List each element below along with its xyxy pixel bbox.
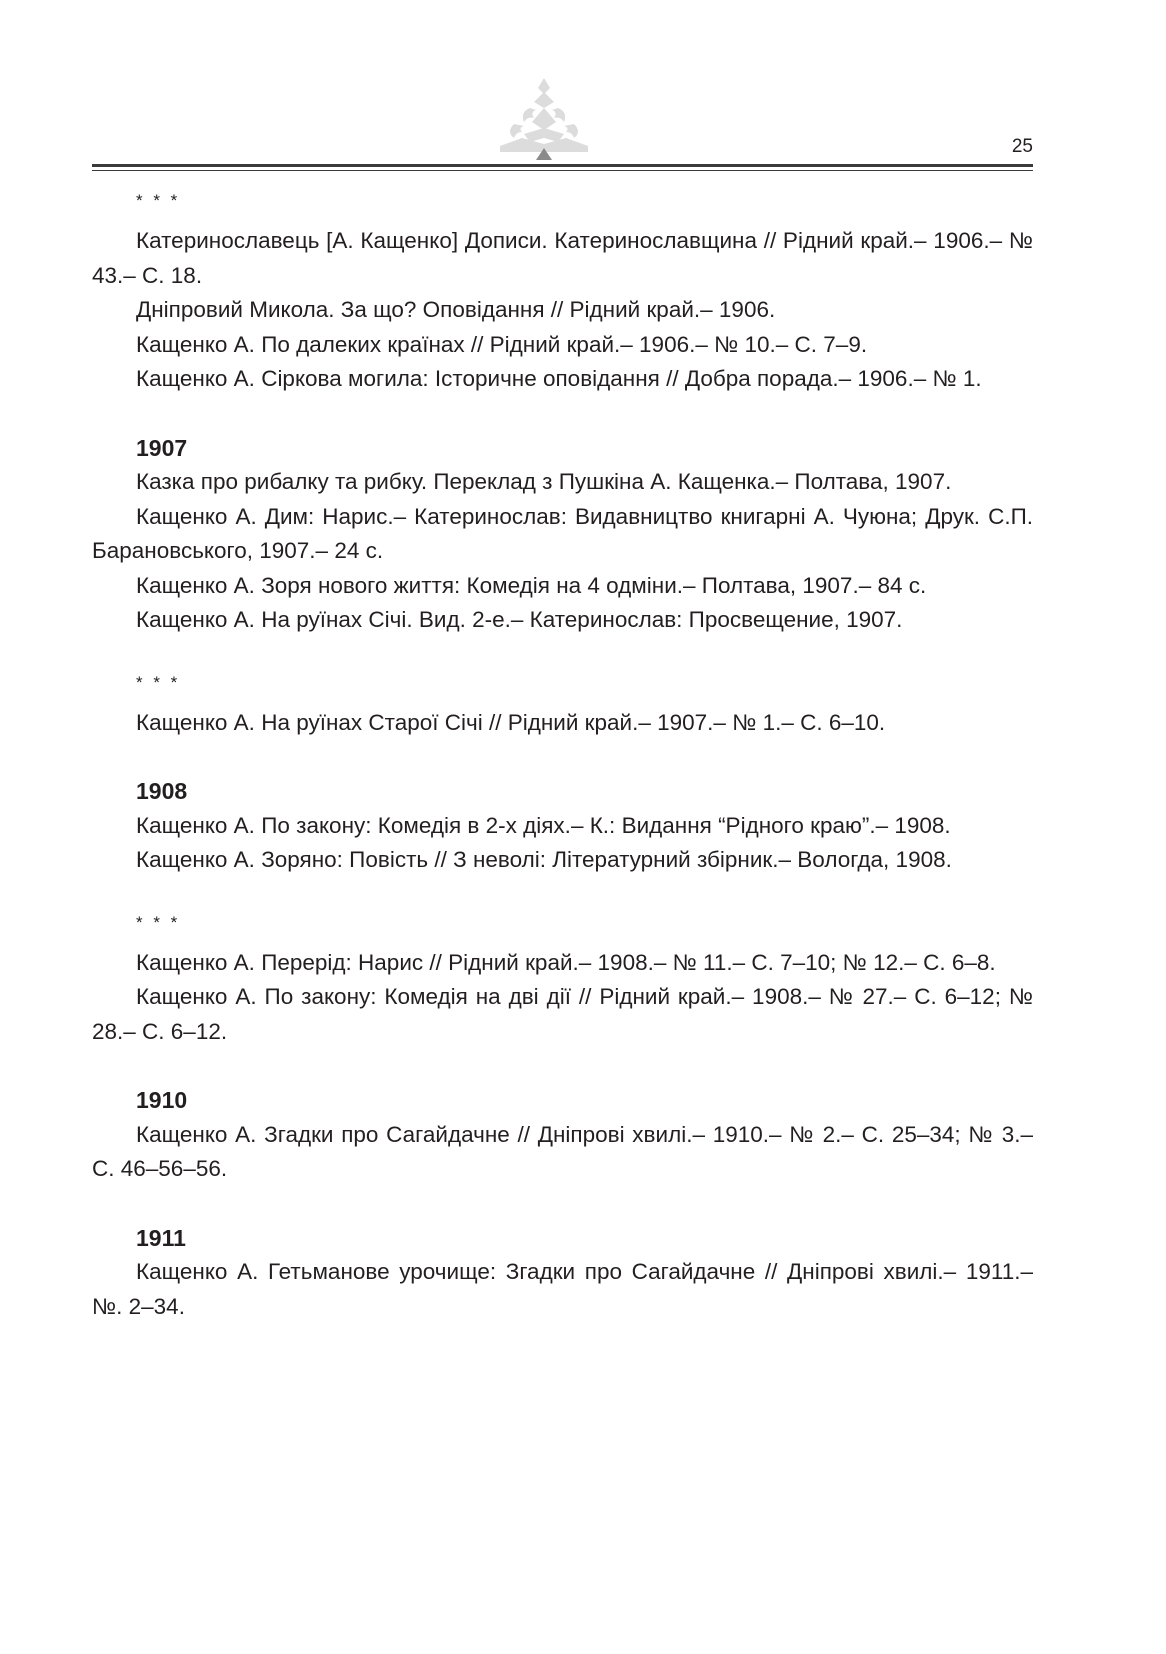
bibliography-entry: Кащенко А. Згадки про Сагайдачне // Дніпрові хвилі.– 1910.– № 2.– С. 25–34; № 3.– С. 46–56–56. xyxy=(92,1121,1033,1181)
bibliography-entry: Кащенко А. Зоря нового життя: Комедія на 4 одміни.– Полтава, 1907.– 84 с. xyxy=(136,572,927,598)
bibliography-entry: Кащенко А. Дим: Нарис.– Катеринослав: Видавництво книгарні А. Чуюна; Друк. С.П. Барановського, 1907.– 24 с. xyxy=(92,503,1033,563)
bibliography-entry: Кащенко А. Сіркова могила: Історичне оповідання // Добра порада.– 1906.– № 1. xyxy=(136,366,982,391)
folk-ornament-icon xyxy=(500,78,588,160)
bibliography-entry: Катеринославець [А. Кащенко] Дописи. Катеринославщина // Рідний край.– 1906.– № 43.– С. 18. xyxy=(92,228,1033,288)
year-heading: 1911 xyxy=(136,1224,186,1251)
year-heading: 1910 xyxy=(136,1087,188,1113)
section-separator: * * * xyxy=(136,191,181,210)
year-heading: 1907 xyxy=(136,434,188,461)
bibliography-entry: Кащенко А. По далеких країнах // Рідний край.– 1906.– № 10.– С. 7–9. xyxy=(136,331,868,357)
header-rule-thick xyxy=(92,164,1033,167)
section-separator: * * * xyxy=(136,672,181,692)
page-header xyxy=(0,0,1166,180)
bibliography-entry: Казка про рибалку та рибку. Переклад з Пушкіна А. Кащенка.– Полтава, 1907. xyxy=(136,469,952,494)
section-separator: * * * xyxy=(136,912,181,932)
bibliography-entry: Кащенко А. По закону: Комедія на дві дії // Рідний край.– 1908.– № 27.– С. 6–12; № 28.– С. 6–12. xyxy=(92,984,1033,1044)
bibliography-entry: Дніпровий Микола. За що? Оповідання // Рідний край.– 1906. xyxy=(136,297,776,322)
bibliography-entry: Кащенко А. Гетьманове урочище: Згадки про Сагайдачне // Дніпрові хвилі.– 1911.– №. 2–34. xyxy=(92,1259,1033,1319)
bibliography-entry: Кащенко А. На руїнах Січі. Вид. 2-е.– Катеринослав: Просвещение, 1907. xyxy=(136,607,903,632)
bibliography-entry: Кащенко А. По закону: Комедія в 2-х діях.– К.: Видання “Рідного краю”.– 1908. xyxy=(136,812,951,838)
bibliography-entry: Кащенко А. Зоряно: Повість // З неволі: Літературний збірник.– Вологда, 1908. xyxy=(136,847,952,872)
bibliography-content xyxy=(92,190,1033,1324)
bibliography-entry: Кащенко А. На руїнах Старої Січі // Рідний край.– 1907.– № 1.– С. 6–10. xyxy=(136,709,886,735)
bibliography-entry: Кащенко А. Перерід: Нарис // Рідний край.– 1908.– № 11.– С. 7–10; № 12.– С. 6–8. xyxy=(136,949,996,975)
page-number: 25 xyxy=(1011,136,1033,157)
header-rule-thin xyxy=(92,170,1033,171)
year-heading: 1908 xyxy=(136,778,188,804)
